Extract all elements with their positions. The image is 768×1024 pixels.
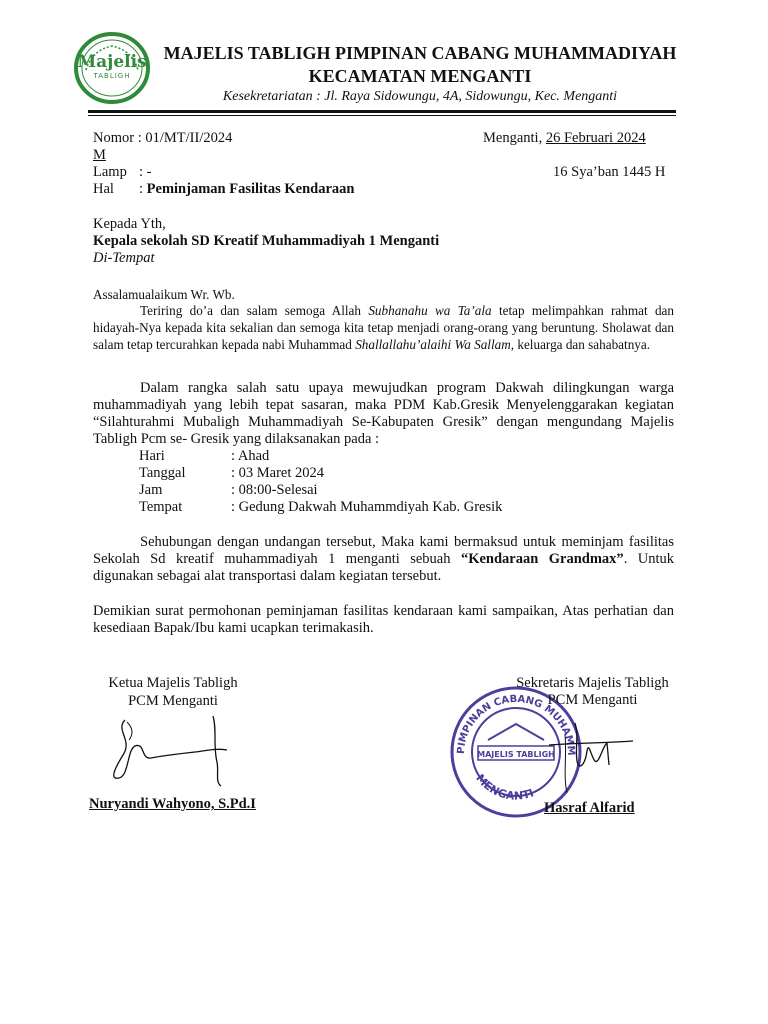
p1-text-d: Shallallahu’alaihi Wa Sallam: [355, 337, 511, 352]
recipient-place: Di-Tempat: [93, 250, 155, 266]
right-signature: [545, 705, 640, 805]
detail-label: Tanggal: [139, 465, 186, 481]
recipient-name: Kepala sekolah SD Kreatif Muhammadiyah 1 Menganti: [93, 233, 440, 249]
p2-text: Dalam rangka salah satu upaya mewujudkan program Dakwah dilingkungan warga muhammadiyah yang lebih tepat sasaran, maka PDM Kab.Gresik Menyelenggarakan kegiatan “Silahturahmi Mubaligh Muhammadiyah Se-Kabupaten Gresik” dengan mengundang Majelis Tabligh Pcm se- Gresik yang dilaksanakan pada :: [93, 380, 674, 447]
detail-value: : 08:00-Selesai: [231, 482, 318, 498]
detail-value: : 03 Maret 2024: [231, 465, 325, 481]
header-rule-thin: [88, 115, 676, 116]
right-signer-name: Hasraf Alfarid: [544, 800, 635, 816]
left-signer-name: Nuryandi Wahyono, S.Pd.I: [89, 796, 256, 812]
stamp-bottom-text: MENGANTI: [473, 771, 536, 803]
p3-text-a: Sehubungan dengan undangan tersebut, Maka kami bermaksud untuk meminjam fasilitas Sekolah Sd kreatif muhammadiyah 1 menganti sebuah: [93, 534, 674, 567]
letter-date: [483, 130, 646, 147]
date-suffix: M: [93, 147, 106, 163]
hal-label: Hal: [93, 181, 114, 197]
paragraph-invitation: [93, 380, 674, 448]
left-signature: [105, 710, 245, 795]
lamp-label: Lamp: [93, 164, 127, 180]
logo-subtext: TABLIGH: [93, 72, 131, 80]
hal-value: Peminjaman Fasilitas Kendaraan: [146, 181, 355, 197]
p1-text-a: Teriring do’a dan salam semoga Allah: [140, 303, 369, 318]
salutation: Assalamualaikum Wr. Wb.: [93, 287, 235, 302]
p3-text-c: . Untuk digunakan sebagai alat transportasi dalam kegiatan tersebut.: [93, 551, 675, 584]
detail-value: : Gedung Dakwah Muhammdiyah Kab. Gresik: [231, 499, 503, 515]
stamp-center-text: MAJELIS TABLIGH: [477, 750, 555, 759]
p3-vehicle: “Kendaraan Grandmax”: [460, 551, 624, 567]
right-signer-title2: PCM Menganti: [547, 692, 638, 708]
hal-line: [139, 181, 355, 198]
detail-label: Hari: [139, 448, 165, 464]
p1-text-b: Subhanahu wa Ta’ala: [368, 303, 492, 318]
hijri-date: 16 Sya’ban 1445 H: [553, 164, 666, 180]
left-signer-title1: Ketua Majelis Tabligh: [108, 675, 238, 691]
p1-text-c: tetap melimpahkan rahmat dan hidayah-Nya kepada kita sekalian dan semoga kita tetap menjadi orang-orang yang beruntung. Sholawat dan salam tetap tercurahkan kepada nabi Muhammad: [93, 303, 675, 352]
p1-text-e: , keluarga dan sahabatnya.: [510, 337, 651, 352]
org-name-line2: KECAMATAN MENGANTI: [308, 66, 532, 86]
org-address: Kesekretariatan : Jl. Raya Sidowungu, 4A, Sidowungu, Kec. Menganti: [222, 89, 618, 104]
stamp-ring-text: PIMPINAN CABANG MUHAMM: [455, 693, 577, 756]
letter-number: Nomor : 01/MT/II/2024: [93, 130, 233, 146]
detail-label: Jam: [139, 482, 163, 498]
header-rule-thick: [88, 110, 676, 113]
detail-value: : Ahad: [231, 448, 270, 464]
paragraph-request: [93, 534, 674, 585]
org-name-line1: MAJELIS TABLIGH PIMPINAN CABANG MUHAMMADIYAH: [163, 43, 677, 63]
lamp-value: : -: [139, 164, 152, 180]
paragraph-closing: [93, 603, 674, 637]
right-signer-title1: Sekretaris Majelis Tabligh: [516, 675, 669, 691]
date-value: 26 Februari 2024: [545, 130, 646, 146]
date-place: Menganti,: [483, 130, 546, 146]
logo-wordmark: Majelis: [77, 52, 147, 72]
p4-text: Demikian surat permohonan peminjaman fasilitas kendaraan kami sampaikan, Atas perhatian dan kesediaan Bapak/Ibu kami ucapkan terimakasih.: [93, 603, 674, 636]
detail-label: Tempat: [139, 499, 183, 515]
hal-colon: :: [139, 181, 147, 197]
recipient-greeting: Kepada Yth,: [93, 216, 166, 232]
left-signer-title2: PCM Menganti: [128, 693, 218, 709]
paragraph-opening: [93, 302, 674, 353]
svg-text:MENGANTI: [473, 772, 535, 803]
majelis-tabligh-logo: [72, 30, 152, 106]
